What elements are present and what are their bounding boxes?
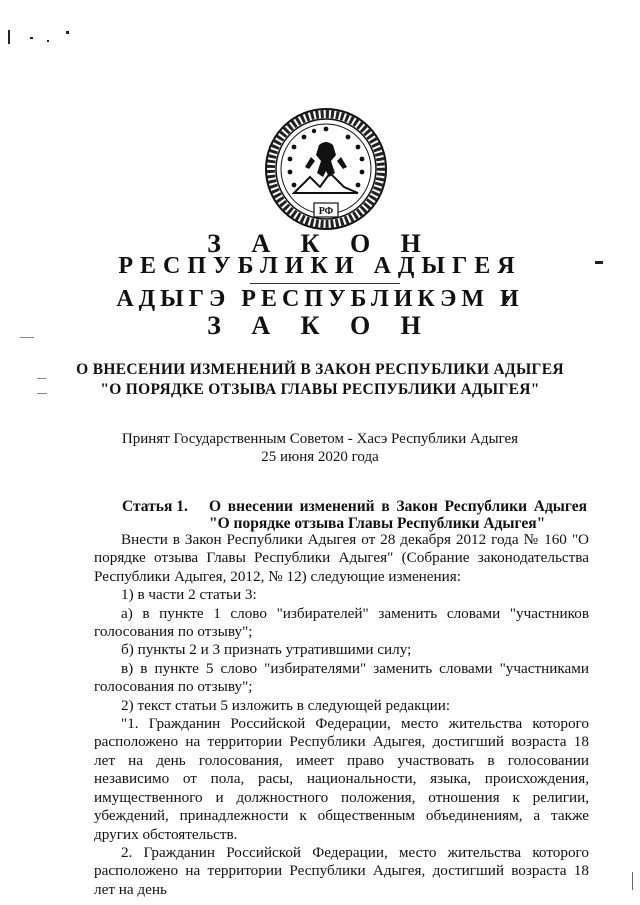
- header-title-zakon: З А К О Н: [207, 229, 433, 258]
- scan-speck: [47, 40, 49, 42]
- article-body: [94, 531, 589, 899]
- article-title-line1: О внесении изменений в Закон Республики Адыгея: [209, 498, 587, 515]
- body-paragraph: б) пункты 2 и 3 признать утратившими силу;: [121, 641, 412, 659]
- body-paragraph: 1) в части 2 статьи 3:: [121, 586, 257, 604]
- body-paragraph: 2. Гражданин Российской Федерации, место жительства которого расположено на территории Республики Адыгея, достигший возраста 18 лет на день: [94, 843, 589, 898]
- title-divider: [250, 283, 400, 284]
- scan-speck: [66, 31, 69, 34]
- body-paragraph: 2) текст статьи 5 изложить в следующей редакции:: [121, 696, 451, 714]
- law-title-line2: "О ПОРЯДКЕ ОТЗЫВА ГЛАВЫ РЕСПУБЛИКИ АДЫГЕЯ": [100, 381, 540, 398]
- coat-of-arms-emblem: [264, 107, 388, 231]
- emblem-rf-text: РФ: [318, 206, 334, 217]
- article-title-line2: "О порядке отзыва Главы Республики Адыгея": [209, 515, 546, 532]
- adoption-date: 25 июня 2020 года: [261, 449, 379, 465]
- body-paragraph: Внести в Закон Республики Адыгея от 28 декабря 2012 года № 160 "О порядке отзыва Главы Республики Адыгея" (Собрание законодательства Республики Адыгея, 2012, № 12) следующие изменения:: [94, 531, 589, 585]
- body-paragraph: "1. Гражданин Российской Федерации, место жительства которого расположено на территории Республики Адыгея, достигший возраста 18 лет на день голосования, имеет право участвовать в голосовании независимо от пола, расы, национальности, языка, происхождения, имущественного и должностного положения, отношения к религии, убеждений, принадлежности к общественным объединениям, а также других обстоятельств.: [94, 715, 589, 843]
- body-paragraph: а) в пункте 1 слово "избирателей" заменить словами "участников голосования по отзыву";: [94, 604, 589, 641]
- law-title-line1: О ВНЕСЕНИИ ИЗМЕНЕНИЙ В ЗАКОН РЕСПУБЛИКИ АДЫГЕЯ: [76, 361, 564, 378]
- header-title-adyghe: АДЫГЭ РЕСПУБЛИКЭМ И: [116, 286, 524, 312]
- adoption-statement: Принят Государственным Советом - Хасэ Республики Адыгея: [121, 431, 519, 447]
- header-title-republic: РЕСПУБЛИКИ АДЫГЕЯ: [118, 253, 522, 279]
- body-paragraph: в) в пункте 5 слово "избирателями" заменить словами "участниками голосования по отзыву";: [94, 659, 589, 696]
- scan-speck: [30, 37, 33, 39]
- header-title-zakon-adyghe: З А К О Н: [207, 311, 433, 340]
- scan-speck: [632, 872, 633, 890]
- scan-speck: [8, 30, 10, 44]
- article-number: Статья 1.: [122, 498, 188, 515]
